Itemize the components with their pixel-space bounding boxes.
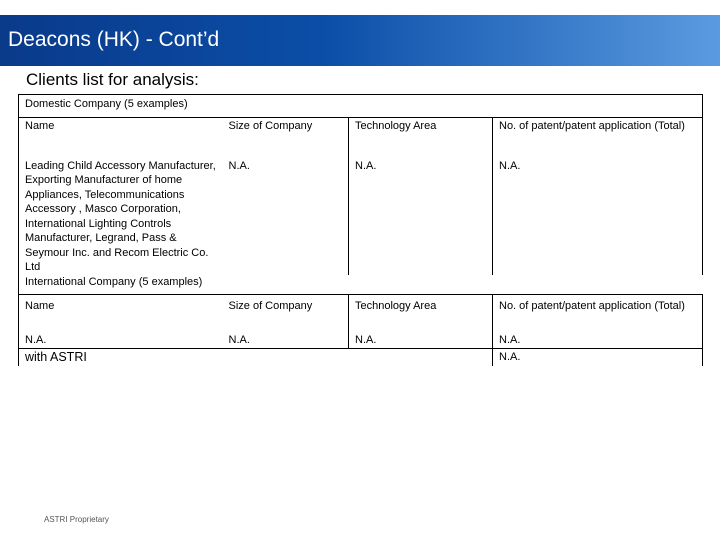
title-bar — [0, 15, 720, 66]
astri-row-label: with ASTRI — [19, 349, 493, 366]
international-row-name: N.A. — [19, 332, 223, 349]
domestic-row-size: N.A. — [223, 158, 349, 275]
international-row-technology: N.A. — [349, 332, 493, 349]
domestic-section-title: Domestic Company (5 examples) — [19, 95, 703, 118]
international-col-technology: Technology Area — [349, 295, 493, 332]
domestic-row-name: Leading Child Accessory Manufacturer, Exporting Manufacturer of home Appliances, Telecommunications Accessory , Masco Corporation, International Lighting Controls Manufacturer, Legrand, Pass & Seymour Inc. and Recom Electric Co. Ltd — [19, 158, 223, 275]
domestic-col-name: Name — [19, 118, 223, 158]
international-row-size: N.A. — [223, 332, 349, 349]
international-col-patents: No. of patent/patent application (Total) — [493, 295, 703, 332]
domestic-row-technology: N.A. — [349, 158, 493, 275]
domestic-col-size: Size of Company — [223, 118, 349, 158]
clients-table — [18, 94, 703, 366]
footer-proprietary: ASTRI Proprietary — [44, 515, 109, 524]
international-col-size: Size of Company — [223, 295, 349, 332]
international-row-patents: N.A. — [493, 332, 703, 349]
domestic-row-patents: N.A. — [493, 158, 703, 275]
subtitle: Clients list for analysis: — [26, 70, 199, 89]
page-title: Deacons (HK) - Cont’d — [8, 28, 220, 51]
astri-row-patents: N.A. — [493, 349, 703, 366]
domestic-col-patents: No. of patent/patent application (Total) — [493, 118, 703, 158]
international-col-name: Name — [19, 295, 223, 332]
domestic-col-technology: Technology Area — [349, 118, 493, 158]
international-section-title: International Company (5 examples) — [19, 275, 703, 295]
